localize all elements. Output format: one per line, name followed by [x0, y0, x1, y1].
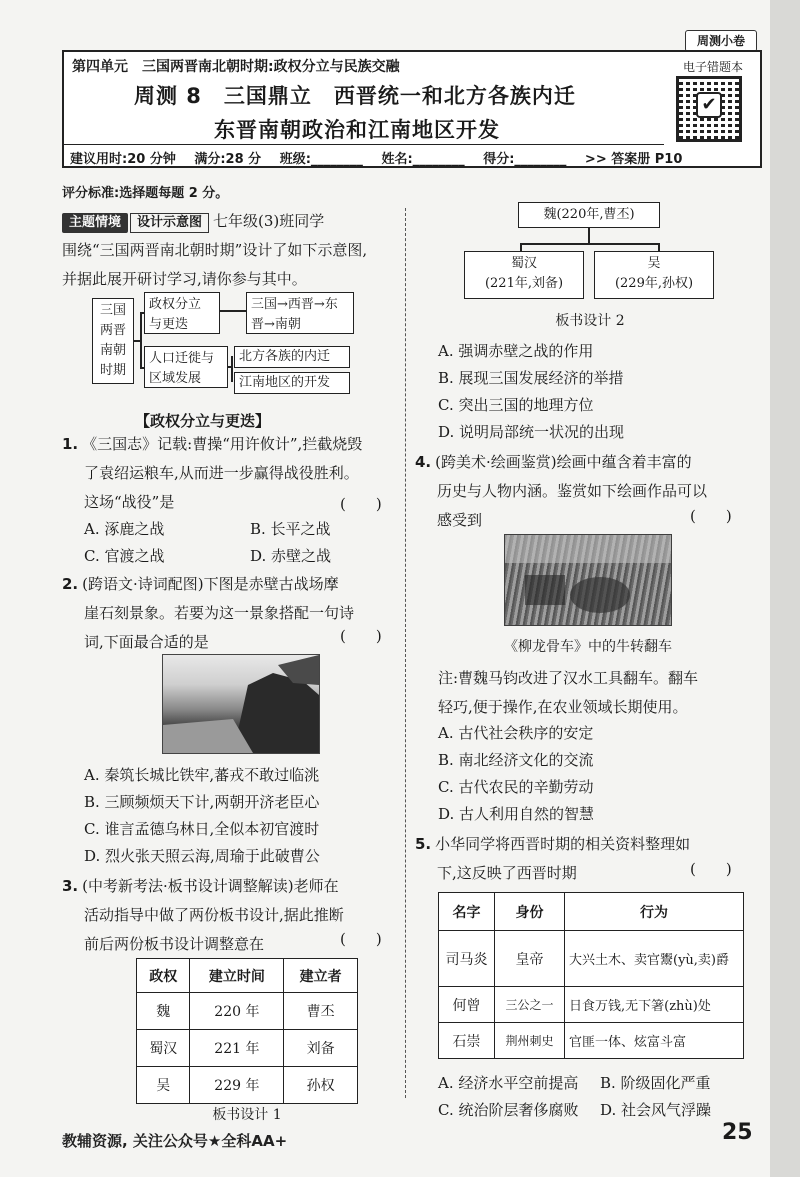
q2-option-b[interactable]: B. 三顾频烦天下计,两朝开济老臣心 [84, 793, 320, 811]
diagram-branch1: 政权分立 与更迭 [144, 292, 220, 334]
caption-board-2: 板书设计 2 [555, 313, 625, 329]
caption-board-1: 板书设计 1 [212, 1107, 282, 1123]
score-field: 得分:________ [483, 152, 567, 167]
question-1: 1. 《三国志》记载:曹操“用许攸计”,拦截烧毁 了袁绍运粮车,从而进一步赢得战役胜利。 这场“战役”是 [62, 435, 363, 511]
section-title: 【政权分立与更迭】 [135, 412, 271, 430]
diagram-branch2: 人口迁徙与 区域发展 [144, 346, 228, 388]
diagram-root: 三国 两晋 南朝 时期 [92, 298, 134, 384]
page-edge-strip [770, 0, 800, 1177]
q3-option-d[interactable]: D. 说明局部统一状况的出现 [438, 423, 625, 441]
answer-blank-4[interactable]: ( ) [690, 507, 732, 525]
answer-blank-3[interactable]: ( ) [340, 930, 382, 948]
q3-option-c[interactable]: C. 突出三国的地理方位 [438, 396, 594, 414]
answer-blank-2[interactable]: ( ) [340, 627, 382, 645]
check-icon: ✔ [696, 92, 722, 118]
answer-blank-1[interactable]: ( ) [340, 495, 382, 513]
q3-option-b[interactable]: B. 展现三国发展经济的举措 [438, 369, 624, 387]
theme-badge: 主题情境 [62, 213, 128, 233]
q5-option-c[interactable]: C. 统治阶层奢侈腐败 [438, 1101, 579, 1119]
intro-line3: 并据此展开研讨学习,请你参与其中。 [62, 270, 307, 288]
board-design-1-table: 政权 建立时间 建立者 魏 220 年 曹丕 蜀汉 221 年 刘备 吴 229 年 孙权 [136, 958, 358, 1104]
q3-option-a[interactable]: A. 强调赤壁之战的作用 [438, 342, 594, 360]
class-field: 班级:________ [279, 152, 363, 167]
page-title-line1: 周测 8 三国鼎立 西晋统一和北方各族内迁 [134, 84, 576, 108]
qr-label: 电子错题本 [682, 60, 743, 74]
painting-caption: 《柳龙骨车》中的牛转翻车 [504, 639, 672, 655]
full-score: 满分:28 分 [194, 152, 262, 167]
q4-option-b[interactable]: B. 南北经济文化的交流 [438, 751, 594, 769]
intro-line1: 七年级(3)班同学 [213, 212, 325, 230]
corner-tag: 周测小卷 [685, 30, 757, 52]
q5-option-a[interactable]: A. 经济水平空前提高 [438, 1074, 579, 1092]
diagram-branch1-leaf: 三国→西晋→东 晋→南朝 [246, 292, 354, 334]
q4-option-d[interactable]: D. 古人利用自然的智慧 [438, 805, 595, 823]
board2-wu: 吴 (229年,孙权) [594, 251, 714, 299]
column-divider [405, 208, 406, 1098]
q2-option-a[interactable]: A. 秦筑长城比铁牢,蕃戎不敢过临洮 [84, 766, 320, 784]
intro-paragraph [62, 207, 402, 294]
board2-shu: 蜀汉 (221年,刘备) [464, 251, 584, 299]
question-5: 5. 小华同学将西晋时期的相关资料整理如 下,这反映了西晋时期 [415, 835, 691, 882]
info-bar [64, 144, 683, 170]
q4-option-c[interactable]: C. 古代农民的辛勤劳动 [438, 778, 594, 796]
design-badge: 设计示意图 [130, 213, 209, 233]
q5-option-b[interactable]: B. 阶级固化严重 [600, 1074, 711, 1092]
footer-note: 教辅资源, 关注公众号★全科AA+ [62, 1132, 288, 1150]
answer-blank-5[interactable]: ( ) [690, 860, 732, 878]
painting-photo [504, 534, 672, 626]
q1-option-b[interactable]: B. 长平之战 [250, 520, 331, 538]
scoring-rule: 评分标准:选择题每题 2 分。 [62, 186, 229, 201]
page-title-line2: 东晋南朝政治和江南地区开发 [214, 118, 500, 142]
q1-option-a[interactable]: A. 涿鹿之战 [84, 520, 165, 538]
question-2: 2. (跨语文·诗词配图)下图是赤壁古战场摩 崖石刻景象。若要为这一景象搭配一句诗 词,下面最合适的是 [62, 575, 355, 651]
board2-wei: 魏(220年,曹丕) [518, 202, 660, 228]
xijin-table: 名字 身份 行为 司马炎 皇帝 大兴土木、卖官鬻(yù,卖)爵 何曾 三公之一 日食万钱,无下箸(zhù)处 石崇 荆州刺史 官匪一体、炫富斗富 [438, 892, 744, 1059]
q4-option-a[interactable]: A. 古代社会秩序的安定 [438, 724, 594, 742]
red-cliff-photo [162, 654, 320, 754]
painting-note: 注:曹魏马钧改进了汉水工具翻车。翻车 轻巧,便于操作,在农业领域长期使用。 [438, 669, 699, 716]
q1-option-d[interactable]: D. 赤壁之战 [250, 547, 332, 565]
unit-title: 第四单元 三国两晋南北朝时期:政权分立与民族交融 [72, 59, 400, 75]
q2-option-d[interactable]: D. 烈火张天照云海,周瑜于此破曹公 [84, 847, 320, 865]
q2-option-c[interactable]: C. 谁言孟德乌林日,全似本初官渡时 [84, 820, 320, 838]
intro-line2: 围绕“三国两晋南北朝时期”设计了如下示意图, [62, 241, 368, 259]
q5-option-d[interactable]: D. 社会风气浮躁 [600, 1101, 712, 1119]
q1-option-c[interactable]: C. 官渡之战 [84, 547, 165, 565]
question-3: 3. (中考新考法·板书设计调整解读)老师在 活动指导中做了两份板书设计,据此推断 前后两份板书设计调整意在 [62, 877, 344, 953]
question-4: 4. (跨美术·绘画鉴赏)绘画中蕴含着丰富的 历史与人物内涵。鉴赏如下绘画作品可以 感受到 [415, 453, 708, 529]
answer-ref: >> 答案册 P10 [584, 152, 683, 167]
diagram-leaf-migration: 北方各族的内迁 [234, 346, 350, 368]
page-number: 25 [722, 1120, 753, 1145]
suggested-time: 建议用时:20 分钟 [70, 152, 176, 167]
name-field: 姓名:________ [381, 152, 465, 167]
diagram-leaf-jiangnan: 江南地区的开发 [234, 372, 350, 394]
header-box [62, 50, 762, 168]
